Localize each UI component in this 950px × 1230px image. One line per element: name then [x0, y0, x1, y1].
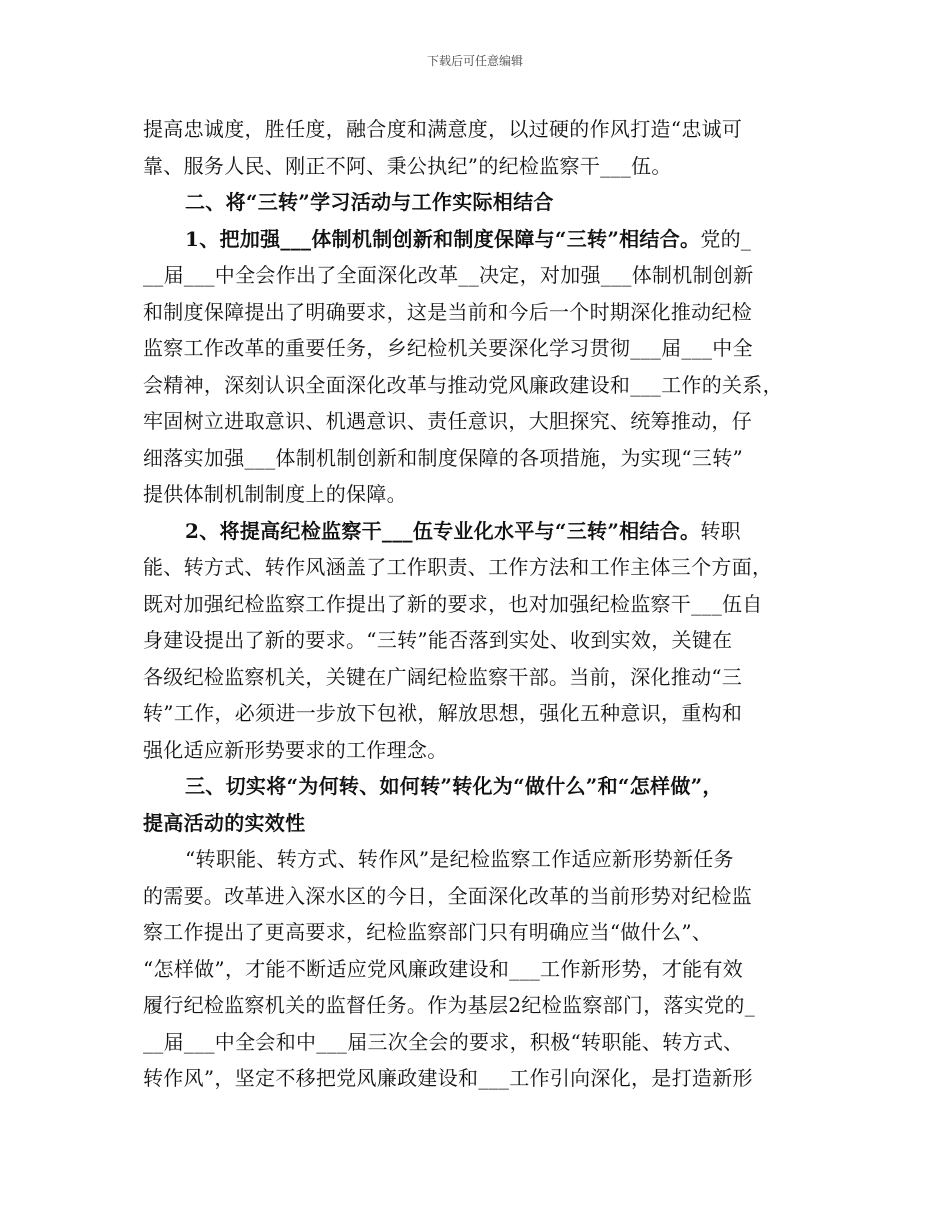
text-line: [143, 403, 813, 440]
text-line: [143, 257, 813, 294]
bold-text-segment: 2、将提高纪检监察干___伍专业化水平与“三转”相结合。: [185, 518, 701, 543]
text-line: [143, 513, 813, 550]
text-line: [143, 987, 813, 1024]
text-line: [143, 841, 813, 878]
text-segment: 转职: [700, 518, 741, 543]
text-segment: 三、切实将“为何转、如何转”转化为“做什么”和“怎样做”，: [185, 774, 723, 798]
text-line: [143, 878, 813, 915]
text-line: [143, 221, 813, 258]
text-line: [143, 111, 813, 148]
text-segment: 提供体制机制制度上的保障。: [143, 482, 407, 506]
text-segment: 身建设提出了新的要求。“三转”能否落到实处、收到实效，关键在: [143, 628, 733, 652]
text-segment: 党的_: [700, 226, 752, 251]
text-line: [143, 476, 813, 513]
text-segment: 牢固树立进取意识、机遇意识、责任意识，大胆探究、统筹推动，仔: [143, 409, 752, 433]
text-segment: 转”工作，必须进一步放下包袱，解放思想，强化五种意识，重构和: [143, 701, 743, 725]
text-segment: 二、将“三转”学习活动与工作实际相结合: [185, 190, 554, 214]
text-segment: 转作风”，坚定不移把党风廉政建设和___工作引向深化，是打造新形: [143, 1066, 753, 1090]
bold-text-segment: 1、把加强___体制机制创新和制度保障与“三转”相结合。: [185, 226, 701, 251]
text-line: [143, 1024, 813, 1061]
text-line: [143, 148, 813, 185]
text-line: [143, 330, 813, 367]
document-body: [143, 111, 813, 1097]
text-line: [143, 440, 813, 477]
text-line: [143, 732, 813, 769]
text-segment: 会精神，深刻认识全面深化改革与推动党风廉政建设和___工作的关系，: [143, 372, 783, 397]
text-segment: 监察工作改革的重要任务，乡纪检机关要深化学习贯彻___届___中全: [143, 336, 753, 360]
text-segment: __届___中全会和中___届三次全会的要求，积极“转职能、转方式、: [143, 1029, 744, 1054]
text-line: [143, 294, 813, 331]
text-segment: 察工作提出了更高要求，纪检监察部门只有明确应当“做什么”、: [143, 920, 713, 944]
text-line: [143, 695, 813, 732]
text-line: [143, 951, 813, 988]
text-line: [143, 805, 813, 842]
text-segment: 既对加强纪检监察工作提出了新的要求，也对加强纪检监察干___伍自: [143, 591, 763, 616]
text-segment: __届___中全会作出了全面深化改革__决定，对加强___体制机制创新: [143, 263, 754, 287]
text-segment: 强化适应新形势要求的工作理念。: [143, 737, 448, 762]
text-line: [143, 586, 813, 623]
text-line: [143, 768, 813, 805]
text-line: [143, 367, 813, 404]
text-line: [143, 549, 813, 586]
text-line: [143, 184, 813, 221]
text-segment: 履行纪检监察机关的监督任务。作为基层2纪检监察部门，落实党的_: [143, 993, 756, 1017]
text-segment: 各级纪检监察机关，关键在广阔纪检监察干部。当前，深化推动“三: [143, 664, 743, 689]
text-segment: “怎样做”，才能不断适应党风廉政建设和___工作新形势，才能有效: [143, 956, 744, 981]
text-segment: 提高忠诚度，胜任度，融合度和满意度，以过硬的作风打造“忠诚可: [143, 117, 743, 141]
text-segment: 细落实加强___体制机制创新和制度保障的各项措施，为实现“三转”: [143, 445, 744, 470]
text-segment: 能、转方式、转作风涵盖了工作职责、工作方法和工作主体三个方面，: [143, 555, 773, 579]
text-segment: 靠、服务人民、刚正不阿、秉公执纪”的纪检监察干___伍。: [143, 153, 672, 178]
text-segment: 的需要。改革进入深水区的今日，全面深化改革的当前形势对纪检监: [143, 883, 752, 908]
text-segment: 和制度保障提出了明确要求，这是当前和今后一个时期深化推动纪检: [143, 299, 752, 324]
page-header: 下载后可任意编辑: [426, 54, 523, 68]
text-line: [143, 914, 813, 951]
text-line: [143, 622, 813, 659]
text-segment: “转职能、转方式、转作风”是纪检监察工作适应新形势新任务: [185, 847, 734, 871]
text-line: [143, 1060, 813, 1097]
text-line: [143, 659, 813, 696]
text-segment: 提高活动的实效性: [143, 810, 306, 835]
